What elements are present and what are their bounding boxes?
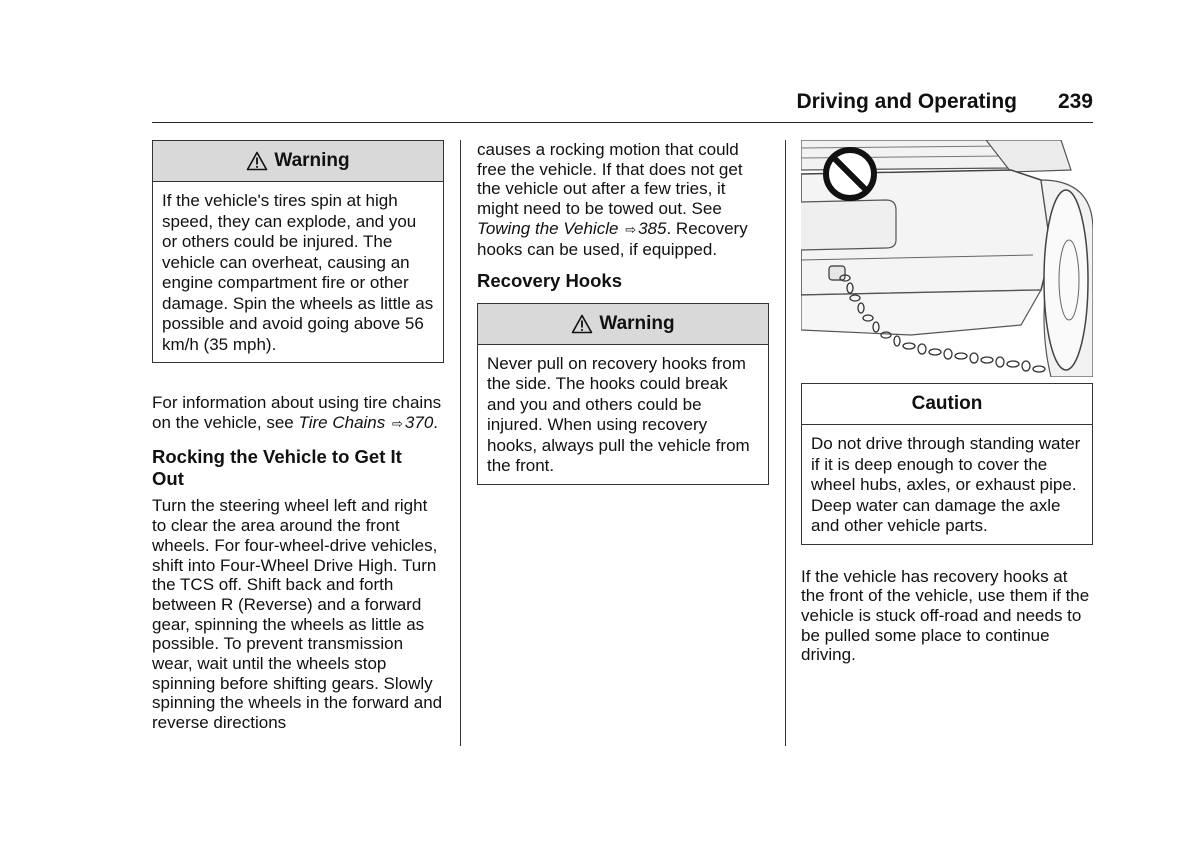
warning-heading: Warning: [599, 312, 675, 334]
rocking-heading: Rocking the Vehicle to Get It Out: [152, 446, 402, 489]
column-left: [152, 140, 444, 733]
warning-triangle-icon: [571, 314, 593, 334]
rocking-continued-end: . Recovery hooks can be used, if equipped.: [477, 218, 748, 259]
page-ref-symbol: ⇨: [392, 415, 403, 431]
column-divider: [460, 140, 461, 746]
caution-header: Caution: [802, 384, 1092, 425]
rocking-continued-text: causes a rocking motion that could free the vehicle. If that does not get the vehicle out after a few tries, it might need to be towed out. See: [477, 140, 743, 219]
recovery-hook-illustration: [801, 140, 1093, 377]
column-right: [801, 140, 1093, 665]
page-header: [152, 88, 1093, 123]
tire-chains-paragraph: [152, 393, 444, 433]
caution-box: [801, 383, 1093, 545]
warning-header: [153, 141, 443, 182]
recovery-hooks-paragraph: If the vehicle has recovery hooks at the front of the vehicle, use them if the vehicle is stuck off-road and needs to be pulled some place to continue driving.: [801, 566, 1090, 665]
caution-body: Do not drive through standing water if it is deep enough to cover the wheel hubs, axles, or exhaust pipe. Deep water can damage the axle and other vehicle parts.: [811, 434, 1081, 535]
tire-chains-text: For information about using tire chains on the vehicle, see: [152, 393, 442, 432]
page-ref-symbol: ⇨: [625, 221, 637, 237]
section-title: Driving and Operating: [796, 90, 1017, 113]
warning-body: If the vehicle's tires spin at high speed, they can explode, and you or others could be injured. The vehicle can overheat, causing an engine compartment fire or other damage. Spin the wheels as little as possible and avoid going above 56 km/h (35 mph).: [162, 191, 434, 354]
column-divider: [785, 140, 786, 746]
tire-chains-page-ref[interactable]: 370: [404, 412, 434, 432]
recovery-hooks-heading: Recovery Hooks: [477, 270, 622, 292]
warning-body: Never pull on recovery hooks from the side. The hooks could break and you and others could be injured. When using recovery hooks, always pull the vehicle from the front.: [487, 353, 750, 476]
warning-box: [477, 303, 769, 485]
warning-header: [478, 304, 768, 345]
truck-front-chain-image: [801, 140, 1093, 377]
rocking-continued-paragraph: [477, 140, 769, 259]
column-middle: [477, 140, 769, 485]
warning-box: [152, 140, 444, 363]
page-number: 239: [1057, 90, 1093, 113]
warning-heading: Warning: [274, 150, 350, 171]
warning-triangle-icon: [246, 151, 268, 171]
tire-chains-link[interactable]: Tire Chains: [298, 412, 386, 432]
towing-link[interactable]: Towing the Vehicle: [477, 218, 619, 238]
towing-page-ref[interactable]: 385: [638, 218, 667, 238]
rocking-paragraph: Turn the steering wheel left and right to clear the area around the front wheels. For four-wheel-drive vehicles, shift into Four-Wheel Drive High. Turn the TCS off. Shift back and forth between R (Reverse) and a forward gear, spinning the wheels as little as possible. To prevent transmission wear, wait until the wheels stop spinning before shifting gears. Slowly spinning the wheels in the forward and reverse directions: [152, 496, 443, 733]
tire-chains-end: .: [433, 412, 439, 432]
